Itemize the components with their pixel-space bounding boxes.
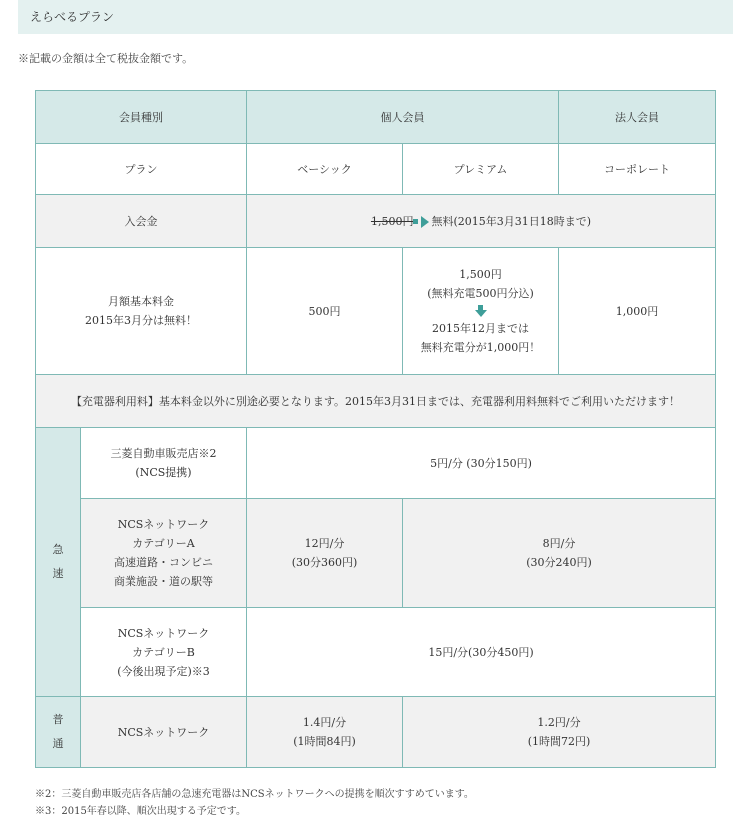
header-row bbox=[36, 91, 716, 144]
arrow-down-icon bbox=[403, 305, 558, 317]
entry-fee-row bbox=[36, 195, 716, 248]
arrow-right-icon bbox=[413, 216, 431, 228]
charger-notice: 【充電器利用料】基本料金以外に別途必要となります。2015年3月31日までは、充電器利用料無料でご利用いただけます！ bbox=[36, 375, 716, 428]
normal-label-line2: 通 bbox=[52, 737, 64, 750]
normal-other-price bbox=[403, 697, 716, 768]
monthly-premium-line4: 無料充電分が1,000円！ bbox=[420, 341, 541, 354]
header-personal: 個人会員 bbox=[247, 91, 559, 144]
normal-basic-line1: 1.4円/分 bbox=[302, 716, 347, 729]
quick-ncs-b-row bbox=[36, 608, 716, 697]
ncs-a-name bbox=[81, 499, 247, 608]
monthly-fee-label-line2: 2015年3月分は無料！ bbox=[85, 314, 197, 327]
quick-ncs-a-row bbox=[36, 499, 716, 608]
plan-premium: プレミアム bbox=[403, 144, 559, 195]
ncs-b-name-line3: (今後出現予定)※3 bbox=[117, 664, 210, 678]
monthly-premium-line3: 2015年12月までは bbox=[432, 322, 529, 335]
charger-notice-row bbox=[36, 375, 716, 428]
normal-label-line1: 普 bbox=[52, 713, 64, 726]
ncs-a-other-line2: (30分240円) bbox=[526, 556, 592, 569]
plan-label: プラン bbox=[36, 144, 247, 195]
monthly-fee-label-line1: 月額基本料金 bbox=[108, 295, 174, 308]
ncs-a-other-line1: 8円/分 bbox=[542, 537, 576, 550]
quick-label-line2: 速 bbox=[52, 567, 64, 580]
normal-other-line1: 1.2円/分 bbox=[537, 716, 581, 729]
quick-label-line1: 急 bbox=[52, 543, 64, 556]
monthly-fee-basic: 500円 bbox=[247, 248, 403, 375]
entry-fee-label: 入会金 bbox=[36, 195, 247, 248]
monthly-premium-line1: 1,500円 bbox=[459, 268, 502, 281]
quick-charge-label bbox=[36, 428, 81, 697]
ncs-b-name bbox=[81, 608, 247, 697]
section-title: えらべるプラン bbox=[18, 0, 733, 34]
ncs-a-name-line3: 高速道路・コンビニ bbox=[114, 556, 213, 569]
ncs-a-basic-line1: 12円/分 bbox=[304, 537, 345, 550]
monthly-fee-row bbox=[36, 248, 716, 375]
plan-basic: ベーシック bbox=[247, 144, 403, 195]
mitsubishi-name bbox=[81, 428, 247, 499]
tax-note: ※記載の金額は全て税抜金額です。 bbox=[18, 52, 194, 65]
header-member-type: 会員種別 bbox=[36, 91, 247, 144]
entry-fee-new-price: 無料(2015年3月31日18時まで) bbox=[431, 214, 592, 228]
mitsubishi-name-line1: 三菱自動車販売店※2 bbox=[110, 447, 217, 460]
monthly-fee-label bbox=[36, 248, 247, 375]
normal-basic-price bbox=[247, 697, 403, 768]
plan-corporate: コーポレート bbox=[559, 144, 716, 195]
plan-row bbox=[36, 144, 716, 195]
header-corporate: 法人会員 bbox=[559, 91, 716, 144]
normal-other-line2: (1時間72円) bbox=[527, 735, 591, 748]
footnote-3: ※3：2015年春以降、順次出現する予定です。 bbox=[35, 806, 247, 817]
normal-charge-label bbox=[36, 697, 81, 768]
mitsubishi-price: 5円/分 (30分150円) bbox=[247, 428, 716, 499]
monthly-premium-line2: (無料充電500円分込) bbox=[427, 287, 534, 300]
normal-ncs-name: NCSネットワーク bbox=[81, 697, 247, 768]
quick-mitsubishi-row bbox=[36, 428, 716, 499]
ncs-b-price: 15円/分(30分450円) bbox=[247, 608, 716, 697]
ncs-b-name-line2: カテゴリーB bbox=[132, 645, 195, 659]
entry-fee-value bbox=[247, 195, 716, 248]
ncs-a-basic-line2: (30分360円) bbox=[291, 556, 358, 569]
monthly-fee-premium bbox=[403, 248, 559, 375]
monthly-fee-corporate: 1,000円 bbox=[559, 248, 716, 375]
entry-fee-old-price: 1,500円 bbox=[370, 214, 414, 228]
ncs-b-name-line1: NCSネットワーク bbox=[117, 626, 210, 640]
ncs-a-basic-price bbox=[247, 499, 403, 608]
normal-charge-row bbox=[36, 697, 716, 768]
ncs-a-name-line2: カテゴリーA bbox=[132, 537, 195, 550]
ncs-a-name-line1: NCSネットワーク bbox=[117, 518, 210, 531]
normal-basic-line2: (1時間84円) bbox=[293, 735, 356, 748]
plan-table bbox=[35, 90, 716, 768]
ncs-a-other-price bbox=[403, 499, 716, 608]
mitsubishi-name-line2: (NCS提携) bbox=[135, 466, 192, 479]
ncs-a-name-line4: 商業施設・道の駅等 bbox=[114, 575, 213, 588]
footnote-2: ※2：三菱自動車販売店各店舗の急速充電器はNCSネットワークへの提携を順次すすめています。 bbox=[35, 789, 474, 800]
